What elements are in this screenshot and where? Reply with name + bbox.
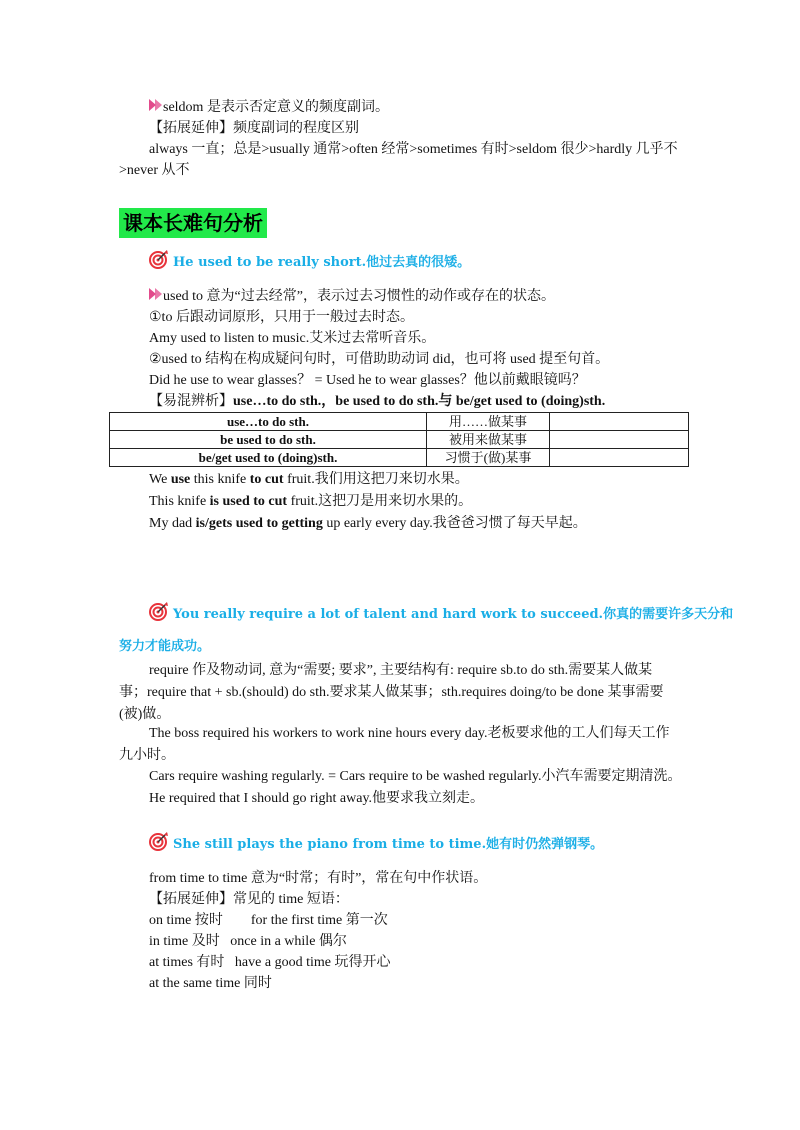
target-icon: [149, 249, 169, 269]
s2-p4: He required that I should go right away.他要求我立刻走。: [149, 791, 485, 806]
ex1-bold: to cut: [249, 472, 284, 487]
sentence-2-heading-line: [149, 601, 733, 625]
sentence-1-heading-line: [149, 249, 470, 273]
s1-p2: ①to 后跟动词原形，只用于一般过去时态。: [149, 310, 414, 325]
ex3-bold: is/gets used to getting: [195, 516, 323, 531]
comparison-table: [109, 412, 689, 467]
s1-p4: ②used to 结构在构成疑问句时，可借助助动词 did，也可将 used 提至句首。: [149, 352, 610, 367]
ex3-text: My dad: [149, 516, 196, 531]
double-arrow-icon: [149, 98, 163, 112]
ex1-bold: use: [170, 472, 191, 487]
ex1-text: We: [149, 472, 171, 487]
ex2-text: This knife: [149, 494, 210, 509]
table-cell-empty: [550, 413, 689, 431]
sentence-3-heading: She still plays the piano from time to time.她有时仍然弹钢琴。: [173, 837, 604, 852]
double-arrow-icon: [149, 287, 163, 301]
sentence-2-heading: You really require a lot of talent and hard work to succeed.你真的需要许多天分和: [173, 607, 734, 622]
intro-degree-line-2: >never 从不: [119, 163, 190, 178]
ex2-bold: is used to cut: [209, 494, 288, 509]
s2-p1-line-3: (被)做。: [119, 707, 171, 722]
intro-note: seldom 是表示否定意义的频度副词。: [163, 100, 389, 115]
table-cell-meaning: 用……做某事: [427, 413, 550, 431]
s3-p1: from time to time 意为“时常；有时”，常在句中作状语。: [149, 871, 488, 886]
target-icon: [149, 601, 169, 621]
time-phrase-line: at times 有时 have a good time 玩得开心: [149, 955, 391, 970]
table-cell-phrase: be used to do sth.: [110, 431, 427, 449]
s1-confuse-line: [149, 392, 605, 412]
s3-extension-title: 【拓展延伸】常见的 time 短语：: [149, 892, 349, 907]
s2-p2-line-2: 九小时。: [119, 748, 175, 763]
ex2-text: fruit.这把刀是用来切水果的。: [287, 494, 473, 509]
intro-extension-title: 【拓展延伸】频度副词的程度区别: [149, 121, 359, 136]
s1-p1-line: [149, 287, 555, 307]
s1-example-1: [149, 470, 469, 490]
time-phrase-line: on time 按时 for the first time 第一次: [149, 913, 388, 928]
ex1-text: this knife: [190, 472, 250, 487]
ex1-text: fruit.我们用这把刀来切水果。: [283, 472, 469, 487]
sentence-1-heading: He used to be really short.他过去真的很矮。: [173, 255, 471, 270]
s2-p3: Cars require washing regularly. = Cars require to be washed regularly.小汽车需要定期清洗。: [149, 769, 682, 784]
s1-example-3: [149, 514, 587, 534]
s2-p1-line-1: require 作及物动词, 意为“需要; 要求”, 主要结构有: require sb.to do sth.需要某人做某: [149, 663, 653, 678]
s2-p2-line-1: The boss required his workers to work nine hours every day.老板要求他的工人们每天工作: [149, 726, 670, 741]
section-title: 课本长难句分析: [119, 208, 267, 238]
table-cell-phrase: be/get used to (doing)sth.: [110, 449, 427, 467]
table-row: [110, 431, 689, 449]
table-row: [110, 449, 689, 467]
time-phrase-line: at the same time 同时: [149, 976, 272, 991]
intro-note-line: [149, 98, 389, 118]
table-cell-empty: [550, 449, 689, 467]
table-cell-phrase: use…to do sth.: [110, 413, 427, 431]
s2-p1-line-2: 事；require that + sb.(should) do sth.要求某人做某事；sth.requires doing/to be done 某事需要: [119, 685, 664, 700]
intro-degree-line-1: always 一直；总是>usually 通常>often 经常>sometimes 有时>seldom 很少>hardly 几乎不: [149, 142, 678, 157]
sentence-2-heading-cont: 努力才能成功。: [119, 639, 211, 654]
s1-p3: Amy used to listen to music.艾米过去常听音乐。: [149, 331, 436, 346]
table-row: [110, 413, 689, 431]
table-cell-meaning: 被用来做某事: [427, 431, 550, 449]
s1-example-2: [149, 492, 472, 512]
s1-confuse-label: 【易混辨析】: [149, 394, 233, 409]
s1-p5: Did he use to wear glasses？ = Used he to wear glasses？他以前戴眼镜吗？: [149, 373, 586, 388]
sentence-3-heading-line: [149, 831, 603, 855]
table-cell-meaning: 习惯于(做)某事: [427, 449, 550, 467]
time-phrase-line: in time 及时 once in a while 偶尔: [149, 934, 347, 949]
target-icon: [149, 831, 169, 851]
s1-p1: used to 意为“过去经常”，表示过去习惯性的动作或存在的状态。: [163, 289, 555, 304]
s1-confuse-rest: use…to do sth.，be used to do sth.与 be/get used to (doing)sth.: [233, 394, 606, 409]
ex3-text: up early every day.我爸爸习惯了每天早起。: [322, 516, 587, 531]
table-cell-empty: [550, 431, 689, 449]
